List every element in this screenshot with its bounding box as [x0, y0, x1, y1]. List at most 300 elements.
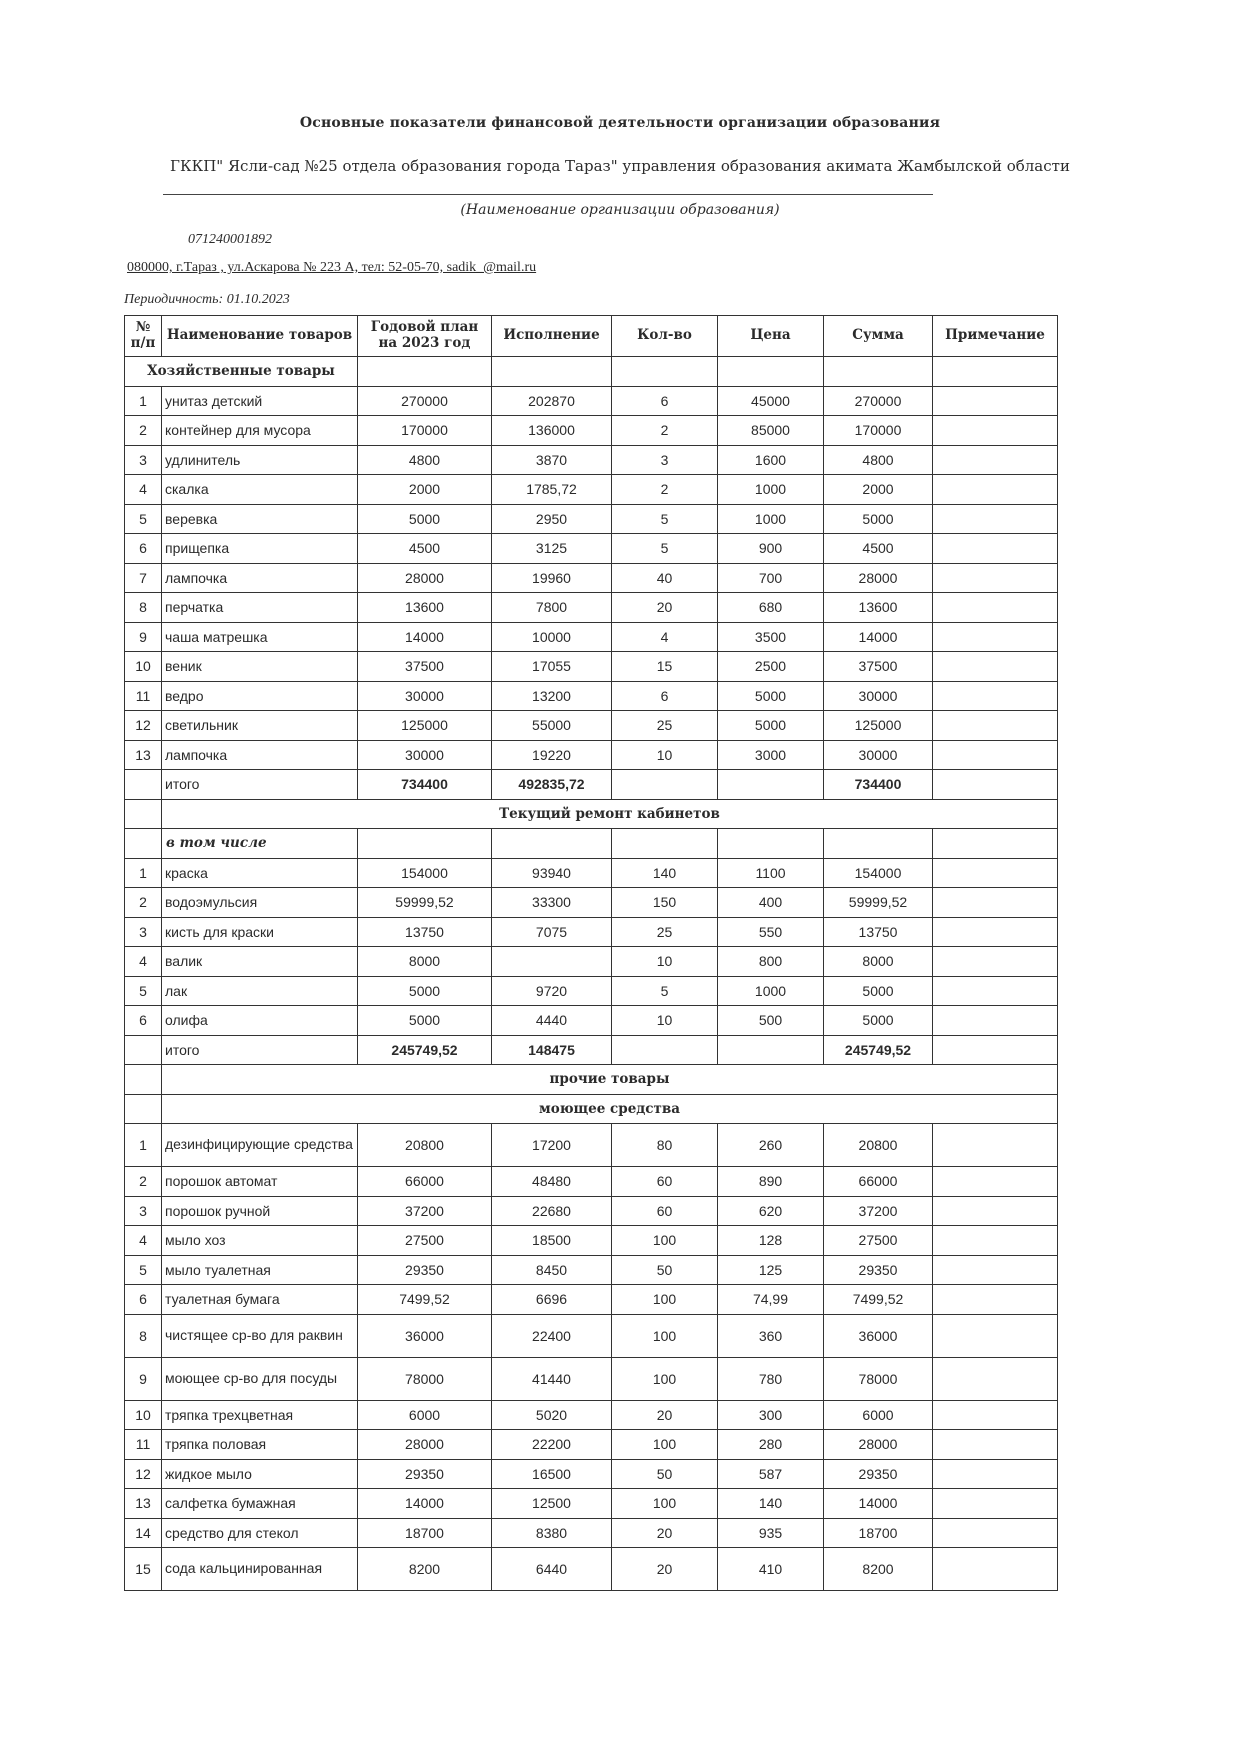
row-number: 6 — [125, 1285, 162, 1315]
empty-cell — [718, 829, 824, 859]
sum: 5000 — [824, 976, 933, 1006]
sum: 28000 — [824, 563, 933, 593]
annual-plan: 8200 — [358, 1548, 492, 1591]
empty-cell — [125, 1065, 162, 1095]
quantity: 20 — [612, 1518, 718, 1548]
table-row — [125, 888, 1058, 918]
item-name: тряпка половая — [162, 1430, 358, 1460]
row-number: 3 — [125, 917, 162, 947]
row-number: 12 — [125, 1459, 162, 1489]
table-body — [125, 357, 1058, 1591]
table-row — [125, 1314, 1058, 1357]
price: 5000 — [718, 681, 824, 711]
row-number — [125, 1035, 162, 1065]
quantity: 25 — [612, 917, 718, 947]
empty-cell — [125, 799, 162, 829]
item-name: веник — [162, 652, 358, 682]
price: 3500 — [718, 622, 824, 652]
note — [933, 740, 1058, 770]
table-row — [125, 1518, 1058, 1548]
execution: 22200 — [492, 1430, 612, 1460]
column-header: Сумма — [824, 316, 933, 357]
quantity: 140 — [612, 858, 718, 888]
item-name: туалетная бумага — [162, 1285, 358, 1315]
execution: 7800 — [492, 593, 612, 623]
note — [933, 917, 1058, 947]
quantity: 60 — [612, 1196, 718, 1226]
column-header: № п/п — [125, 316, 162, 357]
total-execution: 492835,72 — [492, 770, 612, 800]
item-name: мыло хоз — [162, 1226, 358, 1256]
column-header: Примечание — [933, 316, 1058, 357]
note — [933, 976, 1058, 1006]
empty-cell — [718, 357, 824, 387]
annual-plan: 4800 — [358, 445, 492, 475]
empty-cell — [612, 829, 718, 859]
row-number: 11 — [125, 1430, 162, 1460]
item-name: порошок автомат — [162, 1167, 358, 1197]
quantity: 10 — [612, 947, 718, 977]
column-header: Наименование товаров — [162, 316, 358, 357]
row-number: 5 — [125, 1255, 162, 1285]
row-number: 13 — [125, 740, 162, 770]
quantity: 100 — [612, 1314, 718, 1357]
total-row — [125, 1035, 1058, 1065]
row-number: 8 — [125, 593, 162, 623]
annual-plan: 7499,52 — [358, 1285, 492, 1315]
quantity: 150 — [612, 888, 718, 918]
sum: 4500 — [824, 534, 933, 564]
execution: 136000 — [492, 416, 612, 446]
note — [933, 445, 1058, 475]
sum: 13750 — [824, 917, 933, 947]
sum: 7499,52 — [824, 1285, 933, 1315]
price: 780 — [718, 1357, 824, 1400]
annual-plan: 125000 — [358, 711, 492, 741]
note — [933, 1285, 1058, 1315]
annual-plan: 13600 — [358, 593, 492, 623]
organization-underline — [163, 194, 933, 195]
price: 3000 — [718, 740, 824, 770]
annual-plan: 270000 — [358, 386, 492, 416]
row-number: 4 — [125, 1226, 162, 1256]
table-row — [125, 858, 1058, 888]
execution: 10000 — [492, 622, 612, 652]
note — [933, 1518, 1058, 1548]
row-number: 2 — [125, 888, 162, 918]
empty-cell — [933, 829, 1058, 859]
sum: 37200 — [824, 1196, 933, 1226]
table-row — [125, 1226, 1058, 1256]
table-row — [125, 1006, 1058, 1036]
annual-plan: 6000 — [358, 1400, 492, 1430]
note — [933, 858, 1058, 888]
table-row — [125, 1255, 1058, 1285]
annual-plan: 5000 — [358, 504, 492, 534]
note — [933, 1314, 1058, 1357]
quantity: 6 — [612, 386, 718, 416]
sum: 4800 — [824, 445, 933, 475]
execution: 17200 — [492, 1124, 612, 1167]
quantity: 4 — [612, 622, 718, 652]
table-row — [125, 1167, 1058, 1197]
table-row — [125, 1285, 1058, 1315]
row-number: 3 — [125, 1196, 162, 1226]
quantity: 5 — [612, 504, 718, 534]
annual-plan: 4500 — [358, 534, 492, 564]
table-row — [125, 504, 1058, 534]
section-title: Хозяйственные товары — [125, 357, 358, 387]
sum: 59999,52 — [824, 888, 933, 918]
sum: 14000 — [824, 1489, 933, 1519]
annual-plan: 8000 — [358, 947, 492, 977]
sum: 154000 — [824, 858, 933, 888]
item-name: лампочка — [162, 563, 358, 593]
document-title: Основные показатели финансовой деятельности организации образования — [299, 115, 941, 131]
table-row — [125, 917, 1058, 947]
table-row — [125, 1357, 1058, 1400]
table-row — [125, 1196, 1058, 1226]
annual-plan: 66000 — [358, 1167, 492, 1197]
sum: 8000 — [824, 947, 933, 977]
quantity: 20 — [612, 593, 718, 623]
item-name: лак — [162, 976, 358, 1006]
empty-cell — [612, 357, 718, 387]
section-header-row — [125, 799, 1058, 829]
row-number: 12 — [125, 711, 162, 741]
sum: 270000 — [824, 386, 933, 416]
quantity: 100 — [612, 1285, 718, 1315]
quantity: 5 — [612, 976, 718, 1006]
row-number: 2 — [125, 416, 162, 446]
sum: 18700 — [824, 1518, 933, 1548]
table-row — [125, 445, 1058, 475]
total-sum: 245749,52 — [824, 1035, 933, 1065]
note — [933, 504, 1058, 534]
price: 1000 — [718, 504, 824, 534]
empty-cell — [125, 1094, 162, 1124]
quantity: 100 — [612, 1430, 718, 1460]
quantity: 100 — [612, 1489, 718, 1519]
quantity: 50 — [612, 1255, 718, 1285]
item-name: сода кальцинированная — [162, 1548, 358, 1591]
sum: 37500 — [824, 652, 933, 682]
execution: 6696 — [492, 1285, 612, 1315]
execution: 22680 — [492, 1196, 612, 1226]
note — [933, 888, 1058, 918]
section-header-row — [125, 357, 1058, 387]
item-name: прищепка — [162, 534, 358, 564]
row-number: 10 — [125, 1400, 162, 1430]
table-row — [125, 593, 1058, 623]
note — [933, 475, 1058, 505]
quantity: 100 — [612, 1357, 718, 1400]
empty-cell — [125, 829, 162, 859]
note — [933, 1006, 1058, 1036]
price: 935 — [718, 1518, 824, 1548]
total-sum: 734400 — [824, 770, 933, 800]
price: 890 — [718, 1167, 824, 1197]
table-row — [125, 1430, 1058, 1460]
item-name: чистящее ср-во для раквин — [162, 1314, 358, 1357]
price: 280 — [718, 1430, 824, 1460]
table-row — [125, 534, 1058, 564]
row-number: 7 — [125, 563, 162, 593]
section-title: Текущий ремонт кабинетов — [162, 799, 1058, 829]
price: 1000 — [718, 976, 824, 1006]
note — [933, 1196, 1058, 1226]
price: 400 — [718, 888, 824, 918]
total-execution: 148475 — [492, 1035, 612, 1065]
row-number — [125, 770, 162, 800]
row-number: 11 — [125, 681, 162, 711]
sum: 78000 — [824, 1357, 933, 1400]
table-row — [125, 622, 1058, 652]
execution: 13200 — [492, 681, 612, 711]
price: 2500 — [718, 652, 824, 682]
quantity: 5 — [612, 534, 718, 564]
table-row — [125, 386, 1058, 416]
note — [933, 1357, 1058, 1400]
price: 360 — [718, 1314, 824, 1357]
item-name: удлинитель — [162, 445, 358, 475]
row-number: 1 — [125, 386, 162, 416]
sum: 36000 — [824, 1314, 933, 1357]
subsection-row — [125, 829, 1058, 859]
price: 300 — [718, 1400, 824, 1430]
note — [933, 770, 1058, 800]
execution: 5020 — [492, 1400, 612, 1430]
note — [933, 1548, 1058, 1591]
table-row — [125, 475, 1058, 505]
annual-plan: 28000 — [358, 1430, 492, 1460]
execution: 12500 — [492, 1489, 612, 1519]
column-header: Цена — [718, 316, 824, 357]
quantity: 60 — [612, 1167, 718, 1197]
table-row — [125, 1400, 1058, 1430]
note — [933, 1226, 1058, 1256]
annual-plan: 5000 — [358, 1006, 492, 1036]
row-number: 9 — [125, 622, 162, 652]
quantity: 2 — [612, 416, 718, 446]
sum: 30000 — [824, 740, 933, 770]
quantity: 40 — [612, 563, 718, 593]
quantity: 10 — [612, 740, 718, 770]
annual-plan: 154000 — [358, 858, 492, 888]
annual-plan: 37200 — [358, 1196, 492, 1226]
annual-plan: 18700 — [358, 1518, 492, 1548]
sum: 13600 — [824, 593, 933, 623]
column-header: Годовой план на 2023 год — [358, 316, 492, 357]
execution: 55000 — [492, 711, 612, 741]
quantity — [612, 1035, 718, 1065]
total-plan: 245749,52 — [358, 1035, 492, 1065]
execution: 4440 — [492, 1006, 612, 1036]
sum: 66000 — [824, 1167, 933, 1197]
annual-plan: 14000 — [358, 622, 492, 652]
note — [933, 1459, 1058, 1489]
row-number: 6 — [125, 1006, 162, 1036]
table-row — [125, 947, 1058, 977]
row-number: 4 — [125, 475, 162, 505]
total-label: итого — [162, 770, 358, 800]
row-number: 1 — [125, 858, 162, 888]
execution: 6440 — [492, 1548, 612, 1591]
empty-cell — [824, 357, 933, 387]
quantity: 10 — [612, 1006, 718, 1036]
price: 260 — [718, 1124, 824, 1167]
price: 680 — [718, 593, 824, 623]
row-number: 6 — [125, 534, 162, 564]
table-row — [125, 1489, 1058, 1519]
row-number: 14 — [125, 1518, 162, 1548]
row-number: 1 — [125, 1124, 162, 1167]
price: 74,99 — [718, 1285, 824, 1315]
note — [933, 681, 1058, 711]
quantity: 50 — [612, 1459, 718, 1489]
price: 500 — [718, 1006, 824, 1036]
subsection-row — [125, 1094, 1058, 1124]
price: 140 — [718, 1489, 824, 1519]
bin-number: 071240001892 — [188, 232, 272, 247]
annual-plan: 29350 — [358, 1459, 492, 1489]
row-number: 5 — [125, 504, 162, 534]
subsection-title: моющее средства — [162, 1094, 1058, 1124]
total-row — [125, 770, 1058, 800]
price: 410 — [718, 1548, 824, 1591]
empty-cell — [492, 357, 612, 387]
price: 5000 — [718, 711, 824, 741]
table-header-row — [125, 316, 1058, 357]
table-row — [125, 652, 1058, 682]
note — [933, 1255, 1058, 1285]
execution: 3125 — [492, 534, 612, 564]
price: 125 — [718, 1255, 824, 1285]
item-name: салфетка бумажная — [162, 1489, 358, 1519]
item-name: дезинфицирующие средства — [162, 1124, 358, 1167]
execution: 33300 — [492, 888, 612, 918]
row-number: 10 — [125, 652, 162, 682]
price: 550 — [718, 917, 824, 947]
price — [718, 770, 824, 800]
price: 900 — [718, 534, 824, 564]
quantity: 25 — [612, 711, 718, 741]
execution: 8380 — [492, 1518, 612, 1548]
quantity: 15 — [612, 652, 718, 682]
quantity: 80 — [612, 1124, 718, 1167]
annual-plan: 2000 — [358, 475, 492, 505]
annual-plan: 170000 — [358, 416, 492, 446]
item-name: контейнер для мусора — [162, 416, 358, 446]
price: 1600 — [718, 445, 824, 475]
table-row — [125, 711, 1058, 741]
financial-indicators-table — [124, 315, 1058, 1591]
annual-plan: 30000 — [358, 681, 492, 711]
price: 800 — [718, 947, 824, 977]
sum: 30000 — [824, 681, 933, 711]
sum: 29350 — [824, 1255, 933, 1285]
price: 1100 — [718, 858, 824, 888]
annual-plan: 30000 — [358, 740, 492, 770]
annual-plan: 28000 — [358, 563, 492, 593]
item-name: валик — [162, 947, 358, 977]
sum: 170000 — [824, 416, 933, 446]
subsection-title: в том числе — [162, 829, 358, 859]
quantity: 2 — [612, 475, 718, 505]
annual-plan: 59999,52 — [358, 888, 492, 918]
execution: 22400 — [492, 1314, 612, 1357]
item-name: лампочка — [162, 740, 358, 770]
table-row — [125, 740, 1058, 770]
note — [933, 1430, 1058, 1460]
item-name: жидкое мыло — [162, 1459, 358, 1489]
price: 587 — [718, 1459, 824, 1489]
periodicity: Периодичность: 01.10.2023 — [124, 292, 290, 307]
total-label: итого — [162, 1035, 358, 1065]
item-name: чаша матрешка — [162, 622, 358, 652]
quantity: 20 — [612, 1548, 718, 1591]
item-name: кисть для краски — [162, 917, 358, 947]
total-plan: 734400 — [358, 770, 492, 800]
item-name: тряпка трехцветная — [162, 1400, 358, 1430]
section-title: прочие товары — [162, 1065, 1058, 1095]
note — [933, 652, 1058, 682]
note — [933, 416, 1058, 446]
price: 45000 — [718, 386, 824, 416]
note — [933, 563, 1058, 593]
execution: 8450 — [492, 1255, 612, 1285]
note — [933, 1124, 1058, 1167]
empty-cell — [824, 829, 933, 859]
quantity: 100 — [612, 1226, 718, 1256]
empty-cell — [358, 829, 492, 859]
row-number: 4 — [125, 947, 162, 977]
item-name: светильник — [162, 711, 358, 741]
annual-plan: 29350 — [358, 1255, 492, 1285]
annual-plan: 14000 — [358, 1489, 492, 1519]
item-name: водоэмульсия — [162, 888, 358, 918]
item-name: олифа — [162, 1006, 358, 1036]
empty-cell — [358, 357, 492, 387]
row-number: 2 — [125, 1167, 162, 1197]
note — [933, 1035, 1058, 1065]
execution: 48480 — [492, 1167, 612, 1197]
row-number: 9 — [125, 1357, 162, 1400]
annual-plan: 27500 — [358, 1226, 492, 1256]
row-number: 8 — [125, 1314, 162, 1357]
item-name: скалка — [162, 475, 358, 505]
note — [933, 622, 1058, 652]
row-number: 3 — [125, 445, 162, 475]
note — [933, 1489, 1058, 1519]
quantity: 6 — [612, 681, 718, 711]
execution: 19220 — [492, 740, 612, 770]
quantity — [612, 770, 718, 800]
table-row — [125, 1548, 1058, 1591]
sum: 5000 — [824, 1006, 933, 1036]
note — [933, 711, 1058, 741]
execution: 3870 — [492, 445, 612, 475]
table-row — [125, 416, 1058, 446]
annual-plan: 36000 — [358, 1314, 492, 1357]
sum: 28000 — [824, 1430, 933, 1460]
note — [933, 593, 1058, 623]
note — [933, 1400, 1058, 1430]
sum: 14000 — [824, 622, 933, 652]
row-number: 5 — [125, 976, 162, 1006]
item-name: перчатка — [162, 593, 358, 623]
sum: 8200 — [824, 1548, 933, 1591]
